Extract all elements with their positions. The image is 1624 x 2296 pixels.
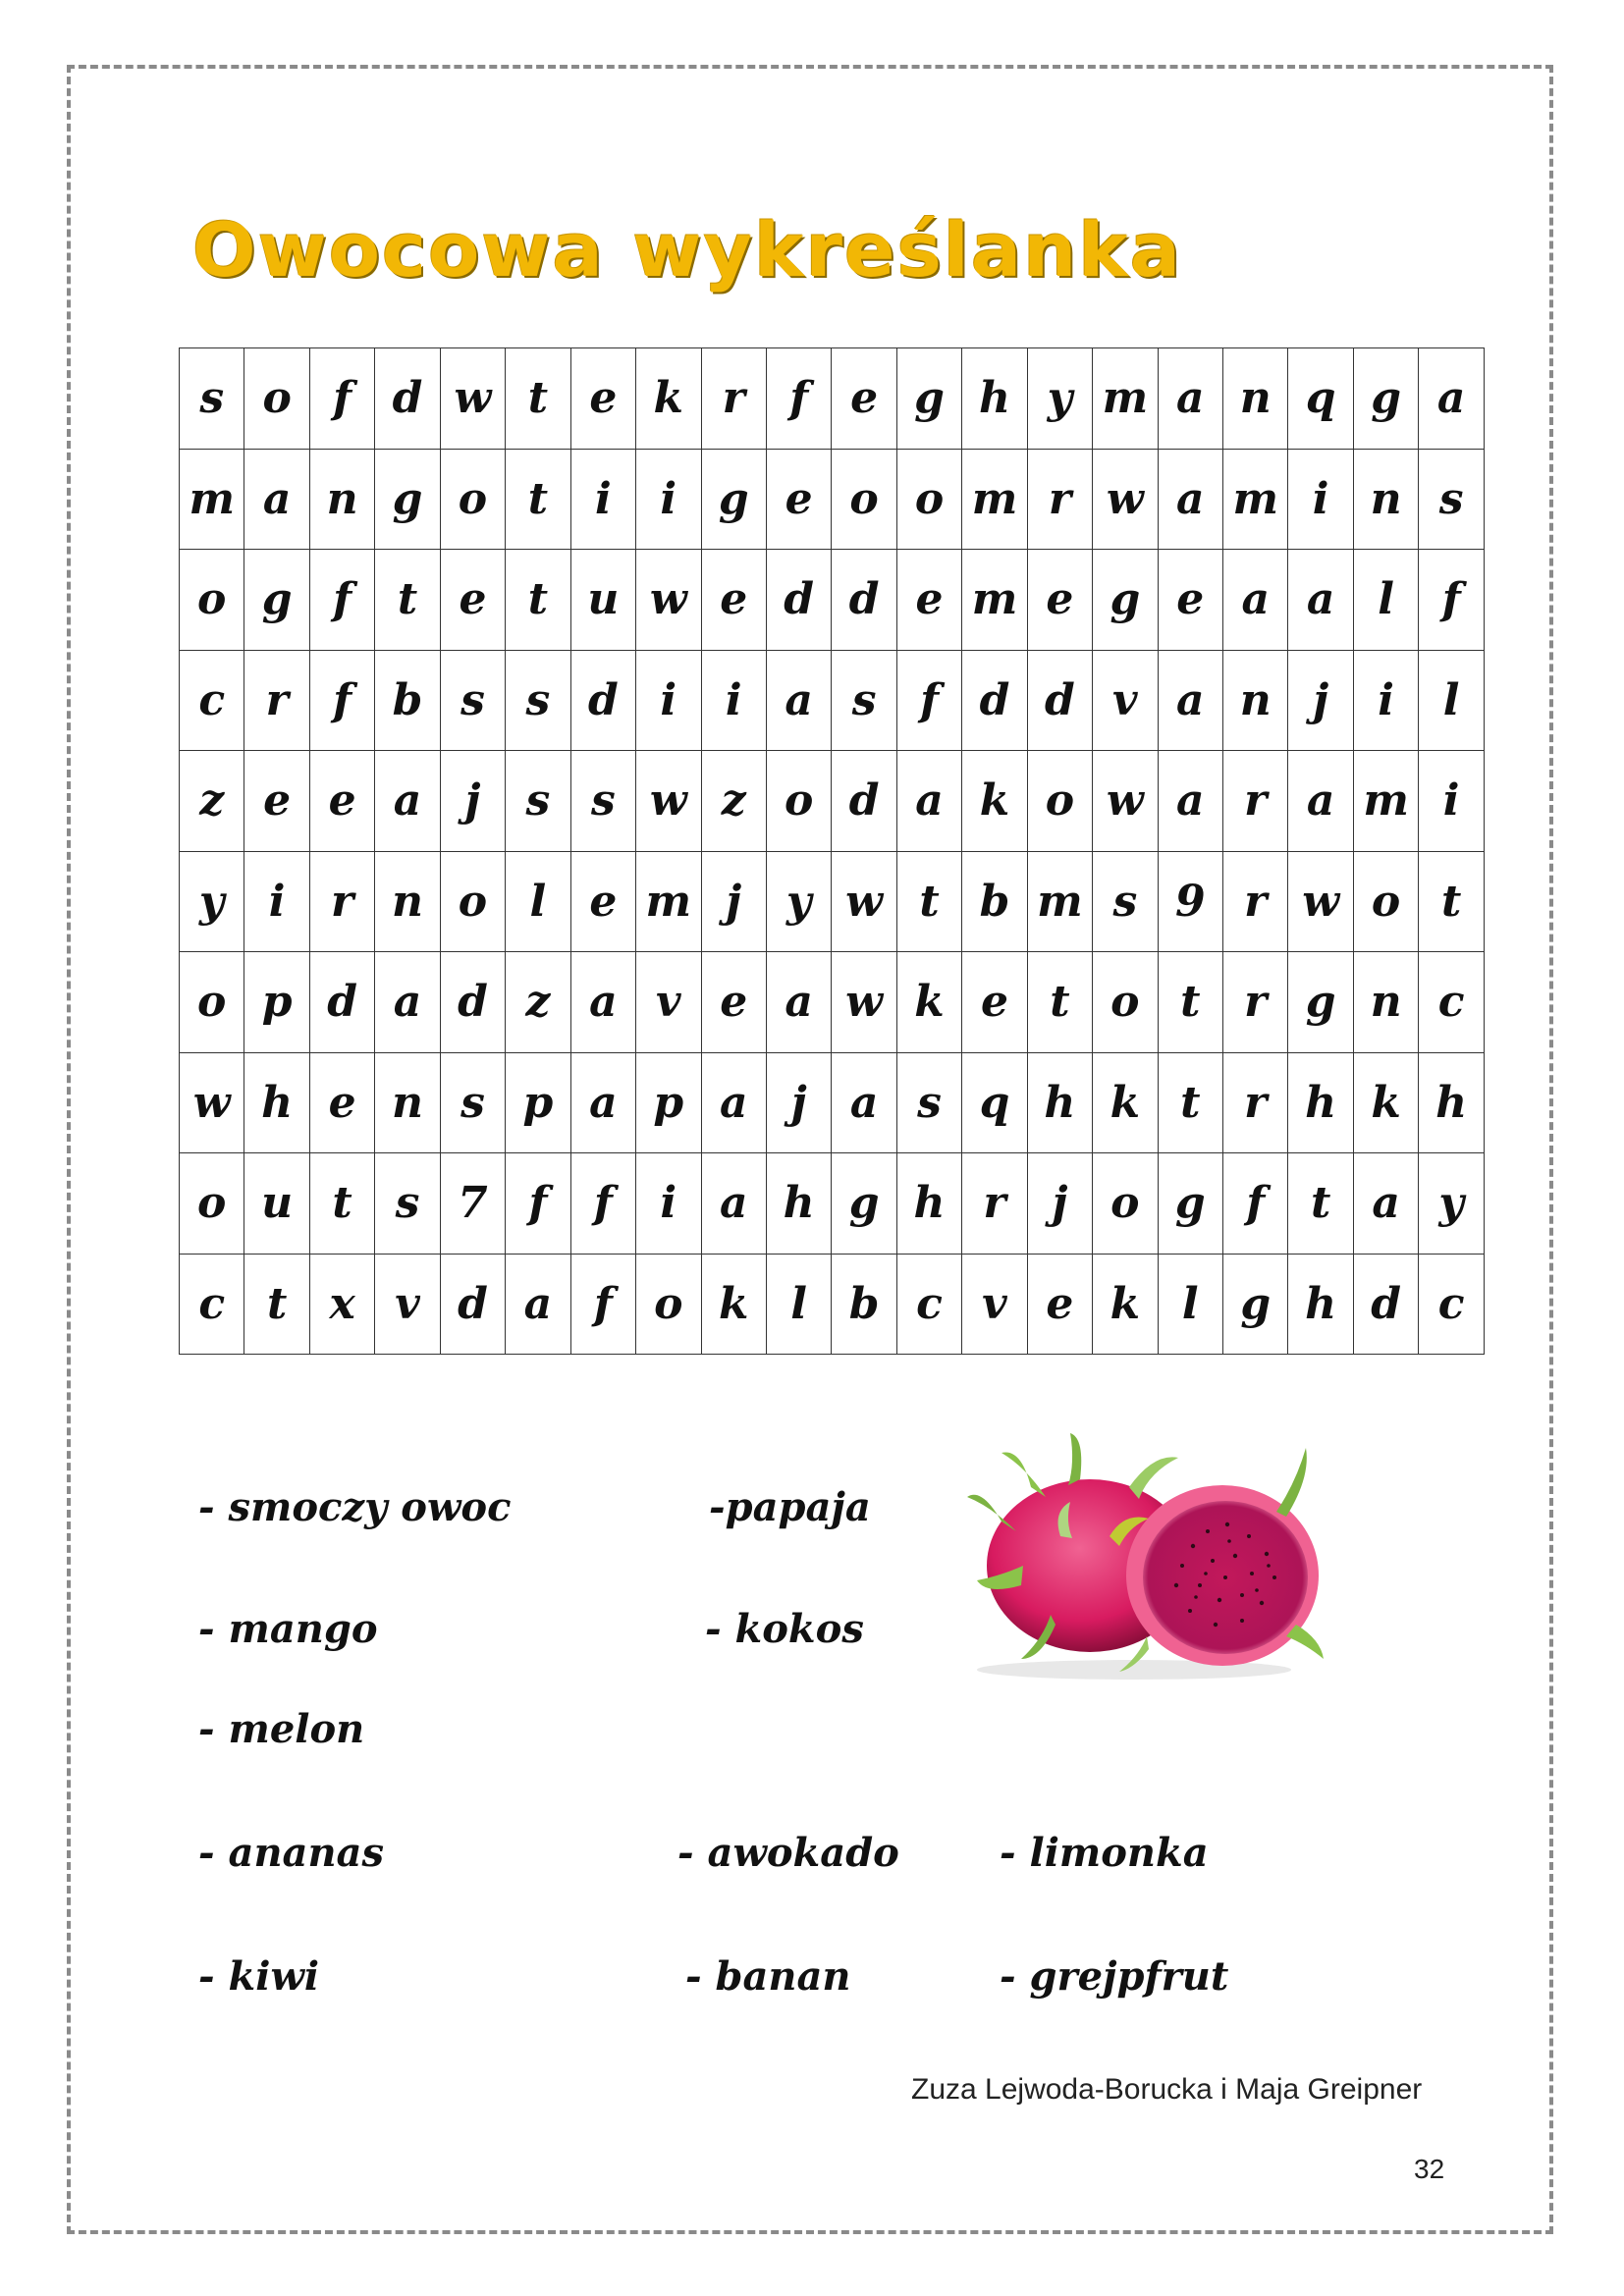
grid-cell: o (1353, 851, 1418, 952)
grid-cell: z (180, 751, 244, 852)
grid-cell: m (1093, 348, 1158, 450)
grid-cell: f (896, 650, 961, 751)
grid-cell: u (244, 1153, 309, 1255)
grid-row (180, 550, 1485, 651)
grid-cell: 7 (440, 1153, 505, 1255)
grid-cell: e (766, 449, 831, 550)
grid-cell: e (309, 751, 374, 852)
grid-cell: e (1027, 1254, 1092, 1355)
grid-cell: w (1093, 449, 1158, 550)
grid-cell: l (1353, 550, 1418, 651)
grid-cell: e (1158, 550, 1222, 651)
page-number: 32 (1414, 2154, 1445, 2184)
grid-cell: w (1093, 751, 1158, 852)
grid-cell: l (766, 1254, 831, 1355)
grid-cell: w (636, 550, 701, 651)
grid-cell: a (1353, 1153, 1418, 1255)
grid-cell: g (1223, 1254, 1288, 1355)
grid-cell: d (440, 1254, 505, 1355)
grid-row (180, 952, 1485, 1053)
grid-cell: a (832, 1052, 896, 1153)
word-mango: - mango (198, 1606, 378, 1652)
grid-cell: p (506, 1052, 570, 1153)
word-grejpfrut: - grejpfrut (1000, 1953, 1229, 2000)
grid-cell: e (440, 550, 505, 651)
word-search-grid (179, 347, 1485, 1355)
grid-row (180, 1153, 1485, 1255)
grid-row (180, 650, 1485, 751)
grid-cell: n (1353, 449, 1418, 550)
grid-cell: t (1419, 851, 1485, 952)
grid-cell: n (375, 1052, 440, 1153)
grid-cell: r (1223, 851, 1288, 952)
grid-cell: v (375, 1254, 440, 1355)
grid-cell: i (1419, 751, 1485, 852)
word-kiwi: - kiwi (198, 1953, 320, 2000)
grid-cell: a (1158, 449, 1222, 550)
grid-cell: i (1288, 449, 1353, 550)
grid-cell: t (375, 550, 440, 651)
grid-cell: f (309, 550, 374, 651)
grid-cell: k (1353, 1052, 1418, 1153)
grid-cell: i (636, 650, 701, 751)
grid-cell: s (180, 348, 244, 450)
grid-cell: f (766, 348, 831, 450)
grid-cell: c (180, 1254, 244, 1355)
grid-cell: o (1027, 751, 1092, 852)
grid-cell: m (962, 449, 1027, 550)
grid-cell: a (1158, 751, 1222, 852)
author-credit: Zuza Lejwoda-Borucka i Maja Greipner (911, 2073, 1423, 2106)
grid-cell: o (896, 449, 961, 550)
grid-cell: s (375, 1153, 440, 1255)
grid-cell: q (962, 1052, 1027, 1153)
grid-cell: a (506, 1254, 570, 1355)
grid-cell: s (1419, 449, 1485, 550)
grid-cell: o (1093, 1153, 1158, 1255)
grid-cell: d (570, 650, 635, 751)
grid-cell: n (1223, 348, 1288, 450)
grid-cell: a (1288, 751, 1353, 852)
grid-cell: r (244, 650, 309, 751)
grid-cell: s (506, 650, 570, 751)
grid-cell: y (180, 851, 244, 952)
grid-cell: g (832, 1153, 896, 1255)
grid-cell: g (896, 348, 961, 450)
grid-cell: c (1419, 1254, 1485, 1355)
grid-cell: n (309, 449, 374, 550)
grid-cell: y (766, 851, 831, 952)
grid-cell: e (570, 851, 635, 952)
grid-cell: j (440, 751, 505, 852)
grid-cell: c (1419, 952, 1485, 1053)
word-kokos: - kokos (705, 1606, 864, 1652)
grid-cell: y (1027, 348, 1092, 450)
grid-cell: p (636, 1052, 701, 1153)
grid-cell: x (309, 1254, 374, 1355)
grid-cell: b (832, 1254, 896, 1355)
grid-cell: p (244, 952, 309, 1053)
grid-cell: a (244, 449, 309, 550)
grid-cell: s (440, 1052, 505, 1153)
grid-cell: r (1223, 751, 1288, 852)
grid-cell: m (962, 550, 1027, 651)
grid-cell: d (832, 751, 896, 852)
grid-cell: k (701, 1254, 766, 1355)
grid-cell: d (309, 952, 374, 1053)
grid-cell: t (1158, 952, 1222, 1053)
grid-cell: e (701, 550, 766, 651)
grid-cell: i (636, 449, 701, 550)
word-smoczy-owoc: - smoczy owoc (198, 1484, 512, 1530)
grid-cell: i (570, 449, 635, 550)
grid-cell: w (440, 348, 505, 450)
grid-cell: o (180, 952, 244, 1053)
grid-cell: a (1158, 348, 1222, 450)
grid-cell: d (440, 952, 505, 1053)
grid-cell: h (962, 348, 1027, 450)
grid-cell: o (636, 1254, 701, 1355)
grid-row (180, 851, 1485, 952)
grid-cell: a (1419, 348, 1485, 450)
grid-cell: n (1353, 952, 1418, 1053)
grid-cell: c (896, 1254, 961, 1355)
word-banan: - banan (685, 1953, 851, 2000)
grid-cell: f (570, 1254, 635, 1355)
grid-cell: m (1353, 751, 1418, 852)
grid-cell: j (766, 1052, 831, 1153)
grid-cell: n (375, 851, 440, 952)
grid-cell: e (244, 751, 309, 852)
grid-row (180, 751, 1485, 852)
grid-cell: f (1419, 550, 1485, 651)
grid-cell: a (766, 650, 831, 751)
page-title: Owocowa wykreślanka (192, 206, 1183, 294)
grid-cell: i (1353, 650, 1418, 751)
grid-cell: k (962, 751, 1027, 852)
grid-cell: r (1223, 1052, 1288, 1153)
grid-cell: t (309, 1153, 374, 1255)
grid-cell: w (832, 851, 896, 952)
grid-cell: o (832, 449, 896, 550)
grid-cell: f (309, 650, 374, 751)
grid-cell: w (636, 751, 701, 852)
grid-cell: r (309, 851, 374, 952)
grid-cell: f (506, 1153, 570, 1255)
grid-cell: h (244, 1052, 309, 1153)
grid-cell: r (1223, 952, 1288, 1053)
grid-cell: g (1353, 348, 1418, 450)
grid-cell: t (896, 851, 961, 952)
grid-cell: d (1353, 1254, 1418, 1355)
grid-cell: h (1288, 1254, 1353, 1355)
grid-row (180, 1254, 1485, 1355)
grid-cell: d (375, 348, 440, 450)
word-awokado: - awokado (677, 1830, 899, 1876)
grid-cell: s (506, 751, 570, 852)
grid-cell: e (570, 348, 635, 450)
grid-cell: z (506, 952, 570, 1053)
grid-cell: h (766, 1153, 831, 1255)
grid-cell: j (701, 851, 766, 952)
grid-cell: u (570, 550, 635, 651)
grid-cell: a (896, 751, 961, 852)
grid-cell: e (962, 952, 1027, 1053)
grid-cell: a (1158, 650, 1222, 751)
grid-cell: j (1027, 1153, 1092, 1255)
grid-cell: a (570, 952, 635, 1053)
grid-cell: h (1288, 1052, 1353, 1153)
grid-cell: g (1288, 952, 1353, 1053)
grid-cell: o (1093, 952, 1158, 1053)
grid-cell: i (636, 1153, 701, 1255)
grid-cell: h (1419, 1052, 1485, 1153)
word-limonka: - limonka (1000, 1830, 1209, 1876)
grid-cell: a (701, 1153, 766, 1255)
grid-cell: t (1158, 1052, 1222, 1153)
grid-cell: d (832, 550, 896, 651)
grid-cell: g (1093, 550, 1158, 651)
grid-cell: h (896, 1153, 961, 1255)
grid-row (180, 1052, 1485, 1153)
grid-cell: s (896, 1052, 961, 1153)
grid-row (180, 348, 1485, 450)
grid-cell: d (962, 650, 1027, 751)
word-ananas: - ananas (198, 1830, 384, 1876)
grid-cell: v (962, 1254, 1027, 1355)
grid-cell: e (832, 348, 896, 450)
grid-cell: r (701, 348, 766, 450)
word-melon: - melon (198, 1706, 365, 1752)
grid-cell: o (766, 751, 831, 852)
grid-cell: o (180, 1153, 244, 1255)
grid-cell: s (570, 751, 635, 852)
grid-cell: e (309, 1052, 374, 1153)
grid-cell: t (1288, 1153, 1353, 1255)
grid-cell: i (701, 650, 766, 751)
grid-cell: i (244, 851, 309, 952)
grid-cell: f (309, 348, 374, 450)
grid-cell: m (180, 449, 244, 550)
grid-cell: a (375, 952, 440, 1053)
grid-cell: h (1027, 1052, 1092, 1153)
grid-cell: v (1093, 650, 1158, 751)
grid-cell: l (1158, 1254, 1222, 1355)
grid-cell: l (506, 851, 570, 952)
grid-cell: w (832, 952, 896, 1053)
grid-cell: z (701, 751, 766, 852)
grid-cell: k (1093, 1052, 1158, 1153)
grid-cell: y (1419, 1153, 1485, 1255)
grid-cell: g (1158, 1153, 1222, 1255)
grid-cell: a (570, 1052, 635, 1153)
grid-cell: b (375, 650, 440, 751)
dragon-fruit-image (962, 1428, 1326, 1683)
grid-cell: o (440, 851, 505, 952)
grid-cell: r (1027, 449, 1092, 550)
grid-cell: s (440, 650, 505, 751)
grid-cell: c (180, 650, 244, 751)
grid-cell: f (1223, 1153, 1288, 1255)
grid-cell: t (506, 449, 570, 550)
grid-cell: g (701, 449, 766, 550)
grid-cell: k (636, 348, 701, 450)
grid-cell: n (1223, 650, 1288, 751)
grid-cell: r (962, 1153, 1027, 1255)
grid-cell: b (962, 851, 1027, 952)
grid-cell: a (375, 751, 440, 852)
grid-cell: j (1288, 650, 1353, 751)
grid-cell: 9 (1158, 851, 1222, 952)
grid-cell: d (1027, 650, 1092, 751)
grid-cell: v (636, 952, 701, 1053)
grid-cell: g (375, 449, 440, 550)
grid-cell: e (701, 952, 766, 1053)
grid-cell: t (244, 1254, 309, 1355)
grid-cell: m (1223, 449, 1288, 550)
grid-cell: g (244, 550, 309, 651)
grid-cell: s (832, 650, 896, 751)
grid-cell: w (180, 1052, 244, 1153)
grid-cell: t (1027, 952, 1092, 1053)
grid-cell: l (1419, 650, 1485, 751)
grid-cell: a (766, 952, 831, 1053)
grid-cell: t (506, 550, 570, 651)
word-papaja: -papaja (709, 1484, 871, 1530)
grid-cell: m (1027, 851, 1092, 952)
grid-cell: k (1093, 1254, 1158, 1355)
grid-cell: e (896, 550, 961, 651)
grid-cell: d (766, 550, 831, 651)
grid-cell: o (180, 550, 244, 651)
grid-cell: e (1027, 550, 1092, 651)
grid-cell: m (636, 851, 701, 952)
grid-cell: o (244, 348, 309, 450)
grid-cell: a (1223, 550, 1288, 651)
grid-cell: f (570, 1153, 635, 1255)
grid-cell: s (1093, 851, 1158, 952)
grid-cell: w (1288, 851, 1353, 952)
grid-cell: o (440, 449, 505, 550)
grid-row (180, 449, 1485, 550)
grid-cell: a (701, 1052, 766, 1153)
grid-cell: k (896, 952, 961, 1053)
grid-cell: q (1288, 348, 1353, 450)
grid-cell: t (506, 348, 570, 450)
grid-cell: a (1288, 550, 1353, 651)
